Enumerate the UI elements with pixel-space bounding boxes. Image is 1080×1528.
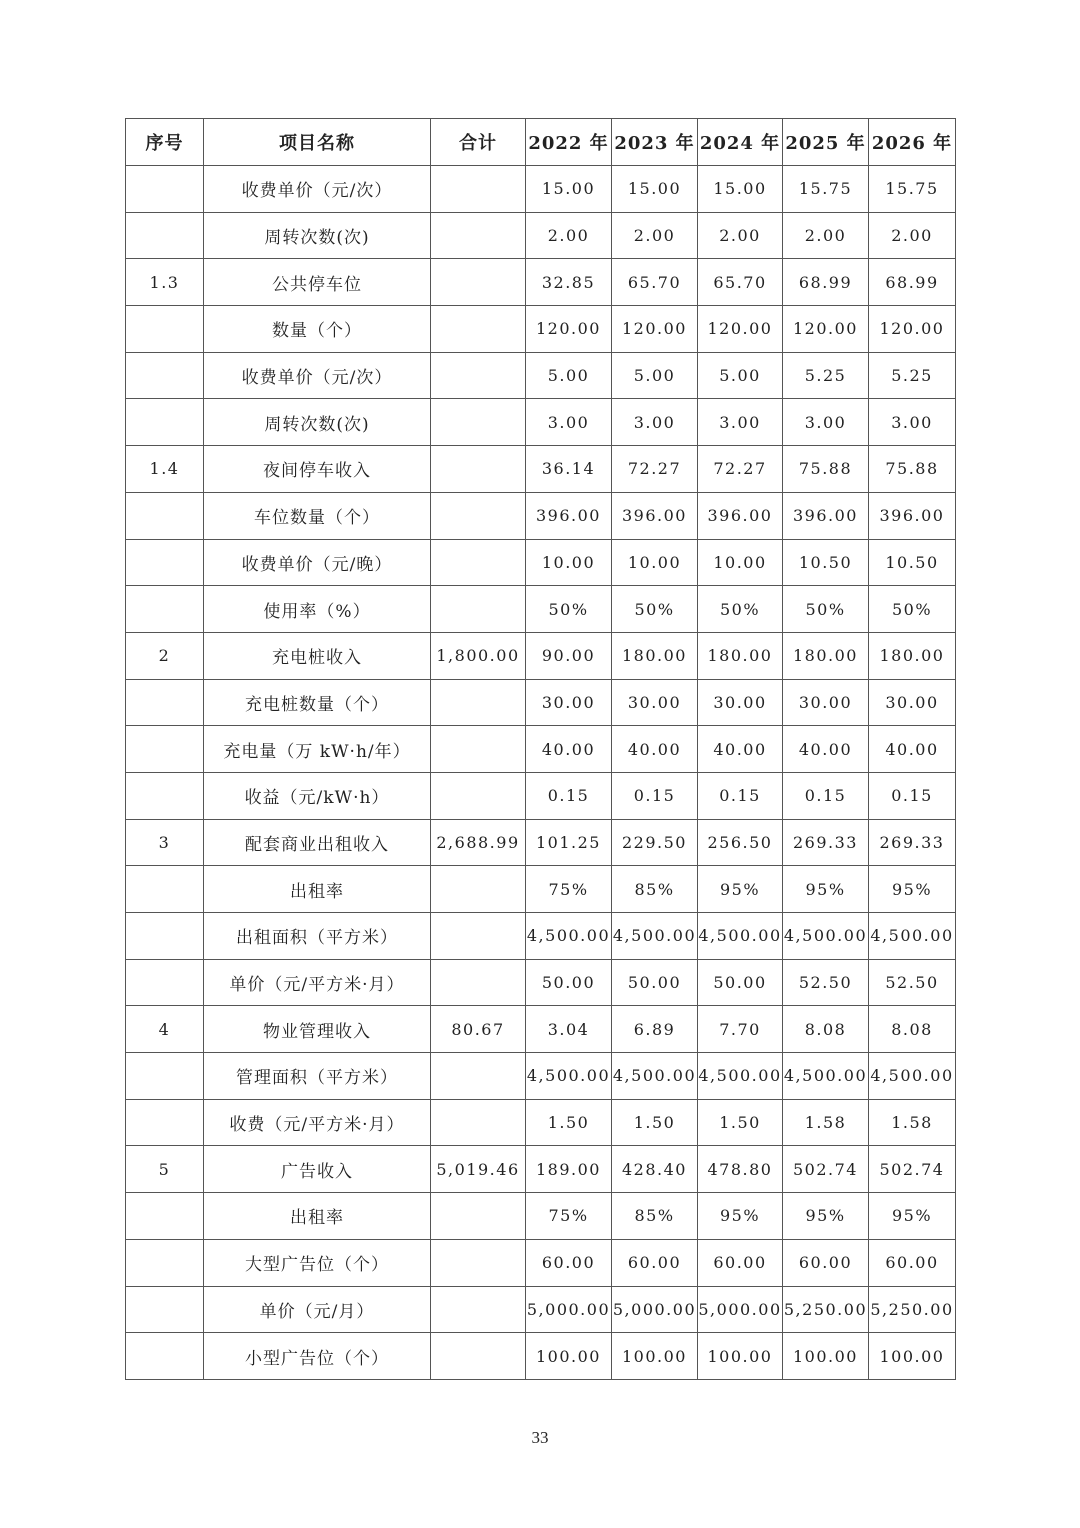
cell-2022: 1.50 [526, 1099, 612, 1146]
cell-2025: 1.58 [783, 1099, 869, 1146]
cell-2024: 3.00 [698, 399, 783, 446]
cell-item-name: 出租率 [204, 866, 431, 913]
cell-2026: 502.74 [869, 1146, 956, 1193]
cell-index: 2 [126, 632, 204, 679]
revenue-table [125, 118, 956, 1380]
cell-2022: 90.00 [526, 632, 612, 679]
cell-total: 5,019.46 [431, 1146, 526, 1193]
cell-index: 4 [126, 1006, 204, 1053]
cell-2024: 30.00 [698, 679, 783, 726]
cell-2024: 50% [698, 586, 783, 633]
cell-2026: 52.50 [869, 959, 956, 1006]
cell-2026: 1.58 [869, 1099, 956, 1146]
cell-total [431, 352, 526, 399]
cell-2026: 10.50 [869, 539, 956, 586]
cell-total: 1,800.00 [431, 632, 526, 679]
cell-2024: 4,500.00 [698, 1053, 783, 1100]
cell-2023: 180.00 [612, 632, 698, 679]
cell-2025: 52.50 [783, 959, 869, 1006]
cell-index: 5 [126, 1146, 204, 1193]
cell-index [126, 1286, 204, 1333]
table-row [126, 1006, 956, 1053]
cell-item-name: 物业管理收入 [204, 1006, 431, 1053]
cell-2023: 4,500.00 [612, 1053, 698, 1100]
cell-total [431, 959, 526, 1006]
table-row [126, 259, 956, 306]
cell-2023: 65.70 [612, 259, 698, 306]
cell-2022: 60.00 [526, 1239, 612, 1286]
cell-2026: 95% [869, 1193, 956, 1240]
cell-2022: 32.85 [526, 259, 612, 306]
cell-index: 1.3 [126, 259, 204, 306]
cell-index [126, 539, 204, 586]
cell-item-name: 周转次数(次) [204, 212, 431, 259]
cell-2024: 7.70 [698, 1006, 783, 1053]
header-year-2026: 2026 年 [869, 119, 956, 166]
cell-2024: 10.00 [698, 539, 783, 586]
cell-2026: 15.75 [869, 166, 956, 213]
cell-item-name: 大型广告位（个） [204, 1239, 431, 1286]
table-row [126, 539, 956, 586]
table-row [126, 1193, 956, 1240]
header-year-2024: 2024 年 [698, 119, 783, 166]
table-row [126, 726, 956, 773]
cell-item-name: 收益（元/kW·h） [204, 772, 431, 819]
cell-2024: 4,500.00 [698, 913, 783, 960]
cell-2025: 15.75 [783, 166, 869, 213]
cell-item-name: 充电量（万 kW·h/年） [204, 726, 431, 773]
cell-item-name: 单价（元/月） [204, 1286, 431, 1333]
cell-2024: 50.00 [698, 959, 783, 1006]
cell-total [431, 166, 526, 213]
cell-2024: 100.00 [698, 1333, 783, 1380]
cell-2022: 75% [526, 1193, 612, 1240]
cell-total [431, 772, 526, 819]
cell-index [126, 166, 204, 213]
cell-2026: 8.08 [869, 1006, 956, 1053]
cell-total [431, 1286, 526, 1333]
cell-2025: 120.00 [783, 306, 869, 353]
cell-2022: 101.25 [526, 819, 612, 866]
cell-2025: 4,500.00 [783, 913, 869, 960]
cell-2023: 0.15 [612, 772, 698, 819]
cell-2023: 85% [612, 1193, 698, 1240]
table-row [126, 772, 956, 819]
cell-2025: 50% [783, 586, 869, 633]
cell-index [126, 586, 204, 633]
table-row [126, 1099, 956, 1146]
cell-2026: 100.00 [869, 1333, 956, 1380]
cell-index [126, 866, 204, 913]
cell-total [431, 539, 526, 586]
table-row [126, 586, 956, 633]
cell-2026: 5,250.00 [869, 1286, 956, 1333]
cell-index: 1.4 [126, 446, 204, 493]
cell-2026: 95% [869, 866, 956, 913]
cell-2025: 2.00 [783, 212, 869, 259]
cell-2023: 15.00 [612, 166, 698, 213]
cell-total [431, 913, 526, 960]
table-row [126, 632, 956, 679]
cell-2024: 396.00 [698, 492, 783, 539]
cell-total [431, 492, 526, 539]
header-row [126, 119, 956, 166]
cell-2023: 5.00 [612, 352, 698, 399]
cell-2022: 3.00 [526, 399, 612, 446]
cell-2025: 5,250.00 [783, 1286, 869, 1333]
cell-2022: 120.00 [526, 306, 612, 353]
cell-2025: 95% [783, 1193, 869, 1240]
cell-2025: 4,500.00 [783, 1053, 869, 1100]
cell-2024: 95% [698, 866, 783, 913]
cell-2026: 50% [869, 586, 956, 633]
cell-item-name: 车位数量（个） [204, 492, 431, 539]
cell-2025: 95% [783, 866, 869, 913]
cell-2023: 3.00 [612, 399, 698, 446]
cell-2023: 229.50 [612, 819, 698, 866]
cell-2022: 100.00 [526, 1333, 612, 1380]
cell-2025: 10.50 [783, 539, 869, 586]
cell-total [431, 446, 526, 493]
cell-2022: 36.14 [526, 446, 612, 493]
cell-2022: 0.15 [526, 772, 612, 819]
cell-index [126, 679, 204, 726]
cell-total [431, 1099, 526, 1146]
cell-2026: 60.00 [869, 1239, 956, 1286]
table-row [126, 212, 956, 259]
cell-item-name: 出租率 [204, 1193, 431, 1240]
cell-item-name: 公共停车位 [204, 259, 431, 306]
cell-2026: 5.25 [869, 352, 956, 399]
cell-total [431, 1239, 526, 1286]
cell-2025: 269.33 [783, 819, 869, 866]
cell-index [126, 726, 204, 773]
cell-2026: 75.88 [869, 446, 956, 493]
header-year-2025: 2025 年 [783, 119, 869, 166]
cell-item-name: 充电桩收入 [204, 632, 431, 679]
cell-item-name: 收费（元/平方米·月） [204, 1099, 431, 1146]
cell-item-name: 收费单价（元/次） [204, 166, 431, 213]
cell-item-name: 使用率（%） [204, 586, 431, 633]
cell-item-name: 广告收入 [204, 1146, 431, 1193]
cell-2026: 2.00 [869, 212, 956, 259]
table-row [126, 306, 956, 353]
cell-2026: 4,500.00 [869, 1053, 956, 1100]
cell-2022: 50.00 [526, 959, 612, 1006]
cell-total [431, 1333, 526, 1380]
cell-total: 2,688.99 [431, 819, 526, 866]
cell-2023: 100.00 [612, 1333, 698, 1380]
header-total: 合计 [431, 119, 526, 166]
cell-2026: 68.99 [869, 259, 956, 306]
cell-2026: 40.00 [869, 726, 956, 773]
cell-2023: 30.00 [612, 679, 698, 726]
cell-2026: 4,500.00 [869, 913, 956, 960]
cell-item-name: 单价（元/平方米·月） [204, 959, 431, 1006]
cell-index [126, 1333, 204, 1380]
cell-total: 80.67 [431, 1006, 526, 1053]
cell-total [431, 1053, 526, 1100]
cell-2023: 60.00 [612, 1239, 698, 1286]
cell-2024: 1.50 [698, 1099, 783, 1146]
cell-2022: 4,500.00 [526, 913, 612, 960]
cell-2022: 4,500.00 [526, 1053, 612, 1100]
cell-2022: 75% [526, 866, 612, 913]
cell-2026: 0.15 [869, 772, 956, 819]
cell-2026: 396.00 [869, 492, 956, 539]
cell-2024: 95% [698, 1193, 783, 1240]
table-row [126, 819, 956, 866]
table-row [126, 1053, 956, 1100]
table-row [126, 1333, 956, 1380]
cell-total [431, 866, 526, 913]
cell-2024: 15.00 [698, 166, 783, 213]
cell-2023: 40.00 [612, 726, 698, 773]
cell-2026: 30.00 [869, 679, 956, 726]
cell-2023: 396.00 [612, 492, 698, 539]
table-row [126, 1146, 956, 1193]
header-year-2023: 2023 年 [612, 119, 698, 166]
cell-index [126, 913, 204, 960]
cell-2025: 180.00 [783, 632, 869, 679]
cell-index [126, 492, 204, 539]
cell-2022: 2.00 [526, 212, 612, 259]
table-row [126, 166, 956, 213]
cell-2026: 120.00 [869, 306, 956, 353]
table-row [126, 1286, 956, 1333]
cell-2025: 40.00 [783, 726, 869, 773]
cell-2022: 396.00 [526, 492, 612, 539]
cell-2023: 4,500.00 [612, 913, 698, 960]
cell-index [126, 399, 204, 446]
table-row [126, 1239, 956, 1286]
cell-2022: 15.00 [526, 166, 612, 213]
cell-total [431, 679, 526, 726]
cell-2024: 180.00 [698, 632, 783, 679]
cell-2026: 269.33 [869, 819, 956, 866]
cell-item-name: 周转次数(次) [204, 399, 431, 446]
cell-2024: 120.00 [698, 306, 783, 353]
cell-2023: 2.00 [612, 212, 698, 259]
cell-2022: 30.00 [526, 679, 612, 726]
cell-2025: 30.00 [783, 679, 869, 726]
cell-index [126, 959, 204, 1006]
cell-total [431, 212, 526, 259]
table-row [126, 959, 956, 1006]
cell-2023: 5,000.00 [612, 1286, 698, 1333]
cell-item-name: 配套商业出租收入 [204, 819, 431, 866]
cell-item-name: 夜间停车收入 [204, 446, 431, 493]
cell-index: 3 [126, 819, 204, 866]
cell-index [126, 1193, 204, 1240]
cell-2022: 3.04 [526, 1006, 612, 1053]
cell-index [126, 212, 204, 259]
table-body [126, 166, 956, 1380]
header-item-name: 项目名称 [204, 119, 431, 166]
cell-2024: 65.70 [698, 259, 783, 306]
table-header [126, 119, 956, 166]
cell-index [126, 772, 204, 819]
header-year-2022: 2022 年 [526, 119, 612, 166]
cell-2023: 120.00 [612, 306, 698, 353]
table-row [126, 352, 956, 399]
cell-2024: 0.15 [698, 772, 783, 819]
cell-item-name: 收费单价（元/晚） [204, 539, 431, 586]
cell-2024: 5,000.00 [698, 1286, 783, 1333]
cell-2024: 40.00 [698, 726, 783, 773]
cell-2023: 50% [612, 586, 698, 633]
cell-2023: 428.40 [612, 1146, 698, 1193]
cell-2025: 0.15 [783, 772, 869, 819]
cell-total [431, 726, 526, 773]
cell-2023: 85% [612, 866, 698, 913]
cell-total [431, 586, 526, 633]
cell-2024: 60.00 [698, 1239, 783, 1286]
cell-2024: 72.27 [698, 446, 783, 493]
cell-total [431, 306, 526, 353]
table-row [126, 492, 956, 539]
table-row [126, 913, 956, 960]
cell-item-name: 数量（个） [204, 306, 431, 353]
cell-2025: 396.00 [783, 492, 869, 539]
cell-2024: 256.50 [698, 819, 783, 866]
cell-2023: 6.89 [612, 1006, 698, 1053]
cell-item-name: 充电桩数量（个） [204, 679, 431, 726]
cell-2024: 2.00 [698, 212, 783, 259]
cell-2023: 72.27 [612, 446, 698, 493]
header-index: 序号 [126, 119, 204, 166]
table-row [126, 679, 956, 726]
cell-2022: 10.00 [526, 539, 612, 586]
cell-index [126, 1053, 204, 1100]
cell-2025: 60.00 [783, 1239, 869, 1286]
cell-item-name: 出租面积（平方米） [204, 913, 431, 960]
cell-2025: 68.99 [783, 259, 869, 306]
table-row [126, 399, 956, 446]
table-row [126, 866, 956, 913]
cell-2022: 5.00 [526, 352, 612, 399]
cell-item-name: 管理面积（平方米） [204, 1053, 431, 1100]
cell-2022: 5,000.00 [526, 1286, 612, 1333]
cell-2023: 1.50 [612, 1099, 698, 1146]
cell-2022: 50% [526, 586, 612, 633]
cell-index [126, 1239, 204, 1286]
cell-2022: 40.00 [526, 726, 612, 773]
cell-total [431, 1193, 526, 1240]
cell-2022: 189.00 [526, 1146, 612, 1193]
table-row [126, 446, 956, 493]
cell-item-name: 小型广告位（个） [204, 1333, 431, 1380]
cell-index [126, 352, 204, 399]
cell-2025: 100.00 [783, 1333, 869, 1380]
cell-2026: 3.00 [869, 399, 956, 446]
cell-2024: 5.00 [698, 352, 783, 399]
cell-2024: 478.80 [698, 1146, 783, 1193]
cell-2025: 8.08 [783, 1006, 869, 1053]
cell-2023: 10.00 [612, 539, 698, 586]
cell-2023: 50.00 [612, 959, 698, 1006]
cell-2025: 502.74 [783, 1146, 869, 1193]
cell-index [126, 1099, 204, 1146]
cell-item-name: 收费单价（元/次） [204, 352, 431, 399]
cell-index [126, 306, 204, 353]
cell-total [431, 399, 526, 446]
cell-2025: 3.00 [783, 399, 869, 446]
cell-2025: 75.88 [783, 446, 869, 493]
cell-2025: 5.25 [783, 352, 869, 399]
page-number: 33 [531, 1428, 549, 1447]
cell-2026: 180.00 [869, 632, 956, 679]
cell-total [431, 259, 526, 306]
